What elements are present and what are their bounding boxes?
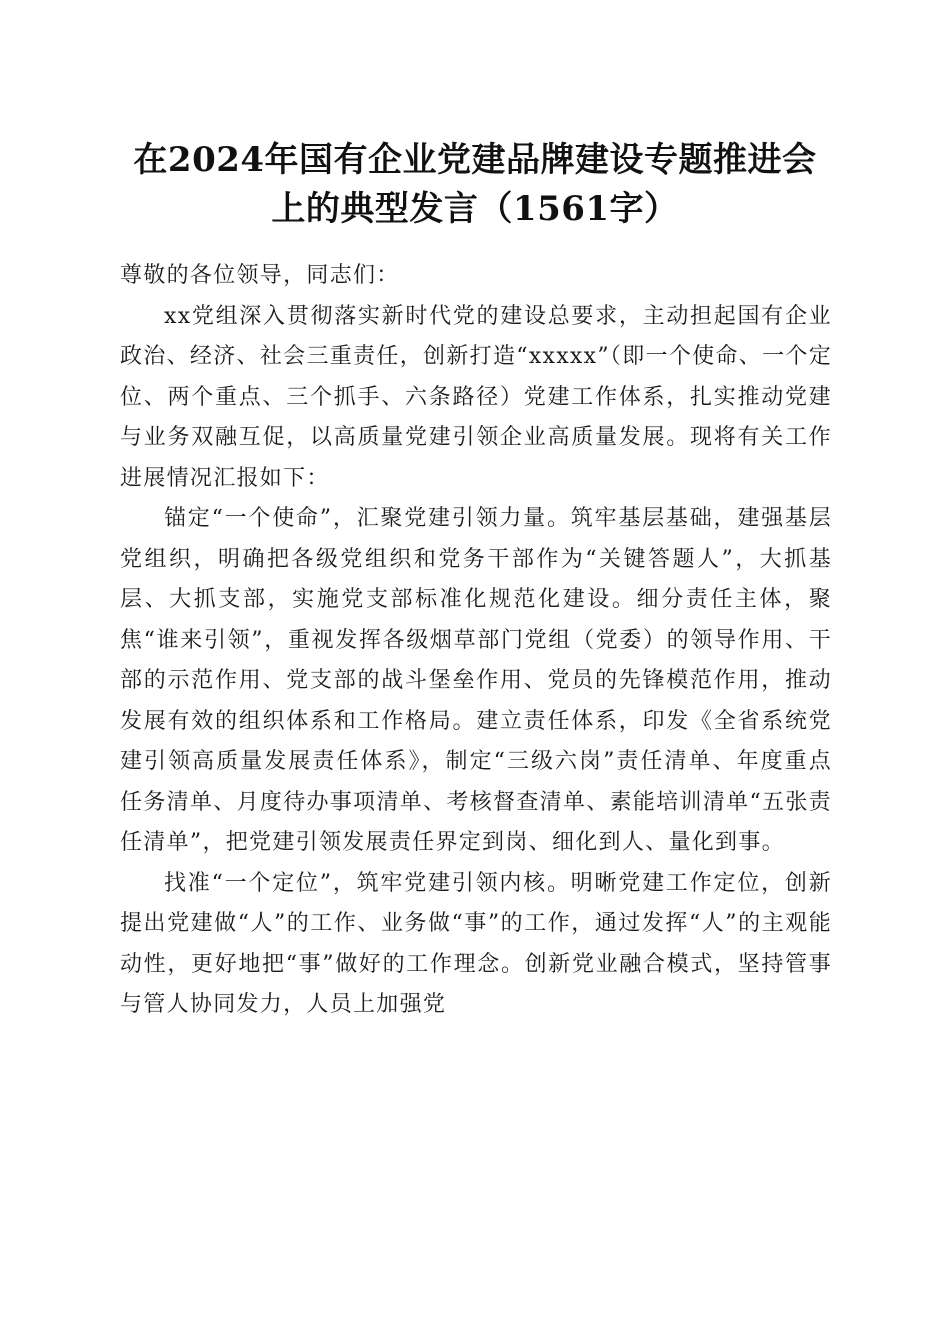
paragraph-intro: xx党组深入贯彻落实新时代党的建设总要求，主动担起国有企业政治、经济、社会三重责任，创新打造“xxxxx”（即一个使命、一个定位、两个重点、三个抓手、六条路径）党建工作体系，扎实推动党建与业务双融互促，以高质量党建引领企业高质量发展。现将有关工作进展情况汇报如下： <box>120 303 832 491</box>
document-title <box>60 136 890 234</box>
title-line-1: 在2024年国有企业党建品牌建设专题推进会 <box>133 140 817 180</box>
paragraph-mission: 锚定“一个使命”，汇聚党建引领力量。筑牢基层基础，建强基层党组织，明确把各级党组织和党务干部作为“关键答题人”，大抓基层、大抓支部，实施党支部标准化规范化建设。细分责任主体，聚焦“谁来引领”，重视发挥各级烟草部门党组（党委）的领导作用、干部的示范作用、党支部的战斗堡垒作用、党员的先锋模范作用，推动发展有效的组织体系和工作格局。建立责任体系，印发《全省系统党建引领高质量发展责任体系》，制定“三级六岗”责任清单、年度重点任务清单、月度待办事项清单、考核督查清单、素能培训清单“五张责任清单”，把党建引领发展责任界定到岗、细化到人、量化到事。 <box>120 506 832 855</box>
title-line-2: 上的典型发言（1561字） <box>271 189 679 229</box>
salutation: 尊敬的各位领导，同志们： <box>120 263 400 288</box>
paragraph-positioning: 找准“一个定位”，筑牢党建引领内核。明晰党建工作定位，创新提出党建做“人”的工作、业务做“事”的工作，通过发挥“人”的主观能动性，更好地把“事”做好的工作理念。创新党业融合模式，坚持管事与管人协同发力，人员上加强党 <box>120 870 832 1017</box>
document-body <box>120 256 832 1026</box>
